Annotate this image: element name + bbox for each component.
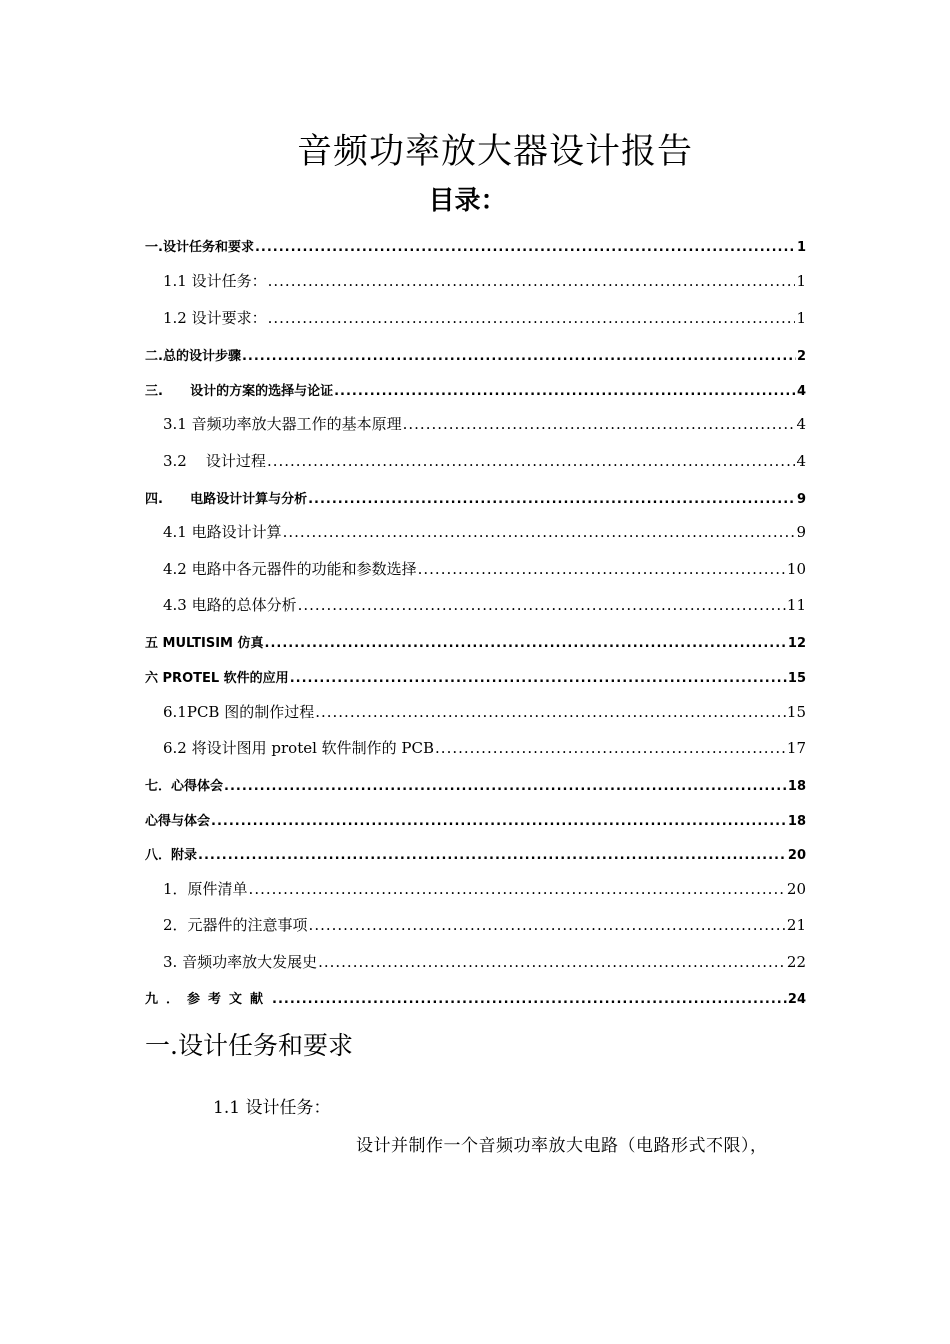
toc-entry-page: 4 [796, 415, 806, 433]
toc-entry-page: 24 [787, 992, 806, 1007]
toc-entry-page: 20 [787, 848, 806, 863]
toc-entry-page: 4 [796, 452, 806, 470]
body-paragraph: 设计并制作一个音频功率放大电路（电路形式不限）， [356, 1136, 768, 1156]
toc-entry[interactable] [145, 844, 806, 863]
toc-leader-dots [265, 636, 787, 651]
toc-entry[interactable] [163, 521, 806, 542]
toc-leader-dots [298, 596, 786, 614]
toc-entry-page: 12 [787, 636, 806, 651]
toc-leader-dots [309, 916, 786, 934]
toc-entry[interactable] [163, 701, 806, 722]
toc-entry-page: 9 [796, 492, 806, 507]
toc-entry-page: 18 [787, 814, 806, 829]
toc-entry[interactable] [145, 488, 806, 507]
toc-entry[interactable] [163, 914, 806, 935]
toc-entry-label: 2．元器件的注意事项 [163, 916, 308, 934]
toc-leader-dots [268, 272, 796, 290]
toc-entry-label: 心得与体会 [145, 814, 211, 829]
toc-leader-dots [272, 992, 787, 1007]
toc-leader-dots [403, 415, 796, 433]
toc-entry-label: 4.2 电路中各元器件的功能和参数选择 [163, 560, 417, 578]
toc-entry-page: 20 [786, 880, 806, 898]
toc-heading: 目录： [428, 186, 507, 216]
toc-entry-page: 15 [787, 671, 806, 686]
toc-leader-dots [211, 814, 787, 829]
toc-entry-page: 17 [786, 739, 806, 757]
toc-entry[interactable] [163, 413, 806, 434]
toc-entry[interactable] [163, 951, 806, 972]
toc-entry[interactable] [163, 450, 806, 471]
toc-entry-label: 二.总的设计步骤 [145, 349, 241, 364]
toc-leader-dots [242, 349, 796, 364]
toc-entry[interactable] [163, 307, 806, 328]
toc-entry-page: 18 [787, 779, 806, 794]
toc-leader-dots [198, 848, 787, 863]
toc-entry-label: 1.2 设计要求： [163, 309, 267, 327]
toc-entry-label: 三. 设计的方案的选择与论证 [145, 384, 334, 399]
toc-entry-page: 11 [786, 596, 806, 614]
toc-entry[interactable] [145, 236, 806, 255]
toc-leader-dots [435, 739, 786, 757]
toc-entry-page: 4 [796, 384, 806, 399]
toc-entry[interactable] [145, 775, 806, 794]
toc-entry-page: 9 [796, 523, 806, 541]
toc-leader-dots [318, 953, 786, 971]
toc-entry-label: 4.3 电路的总体分析 [163, 596, 297, 614]
toc-leader-dots [290, 671, 787, 686]
toc-entry-label: 6.1PCB 图的制作过程 [163, 703, 315, 721]
subsection-heading: 1.1 设计任务： [213, 1098, 331, 1118]
toc-entry-label: 6.2 将设计图用 protel 软件制作的 PCB [163, 739, 435, 757]
toc-entry-label: 五 MULTISIM 仿真 [145, 636, 264, 651]
toc-entry-label: 3.2 设计过程 [163, 452, 266, 470]
toc-entry-label: 3.1 音频功率放大器工作的基本原理 [163, 415, 402, 433]
toc-entry[interactable] [163, 270, 806, 291]
toc-entry-page: 21 [786, 916, 806, 934]
toc-entry-label: 3. 音频功率放大发展史 [163, 953, 318, 971]
toc-entry[interactable] [145, 667, 806, 686]
toc-leader-dots [283, 523, 796, 541]
toc-entry[interactable] [163, 594, 806, 615]
toc-entry-label: 1.1 设计任务： [163, 272, 267, 290]
toc-entry-label: 四. 电路设计计算与分析 [145, 492, 308, 507]
toc-entry-label: 九．参考文献 [145, 992, 272, 1007]
toc-entry[interactable] [145, 988, 806, 1007]
toc-leader-dots [267, 452, 796, 470]
toc-entry-label: 一.设计任务和要求 [145, 240, 254, 255]
toc-entry-page: 22 [786, 953, 806, 971]
toc-leader-dots [308, 492, 796, 507]
toc-entry[interactable] [163, 558, 806, 579]
toc-entry-page: 1 [796, 240, 806, 255]
document-title: 音频功率放大器设计报告 [296, 132, 693, 172]
toc-entry-page: 1 [796, 309, 806, 327]
toc-leader-dots [418, 560, 786, 578]
toc-entry[interactable] [145, 380, 806, 399]
toc-entry[interactable] [145, 345, 806, 364]
toc-entry-label: 八．附录 [145, 848, 198, 863]
section-heading: 一.设计任务和要求 [145, 1031, 353, 1060]
toc-entry[interactable] [145, 632, 806, 651]
toc-entry-page: 10 [786, 560, 806, 578]
toc-leader-dots [224, 779, 787, 794]
toc-leader-dots [334, 384, 796, 399]
toc-leader-dots [315, 703, 786, 721]
toc-entry-label: 七．心得体会 [145, 779, 224, 794]
toc-entry-page: 1 [796, 272, 806, 290]
toc-leader-dots [249, 880, 786, 898]
toc-entry-label: 1．原件清单 [163, 880, 248, 898]
toc-leader-dots [268, 309, 796, 327]
toc-entry-label: 六 PROTEL 软件的应用 [145, 671, 289, 686]
toc-entry[interactable] [163, 878, 806, 899]
toc-entry-label: 4.1 电路设计计算 [163, 523, 282, 541]
toc-entry-page: 2 [796, 349, 806, 364]
toc-leader-dots [255, 240, 796, 255]
toc-entry[interactable] [163, 737, 806, 758]
toc-entry[interactable] [145, 810, 806, 829]
toc-entry-page: 15 [786, 703, 806, 721]
